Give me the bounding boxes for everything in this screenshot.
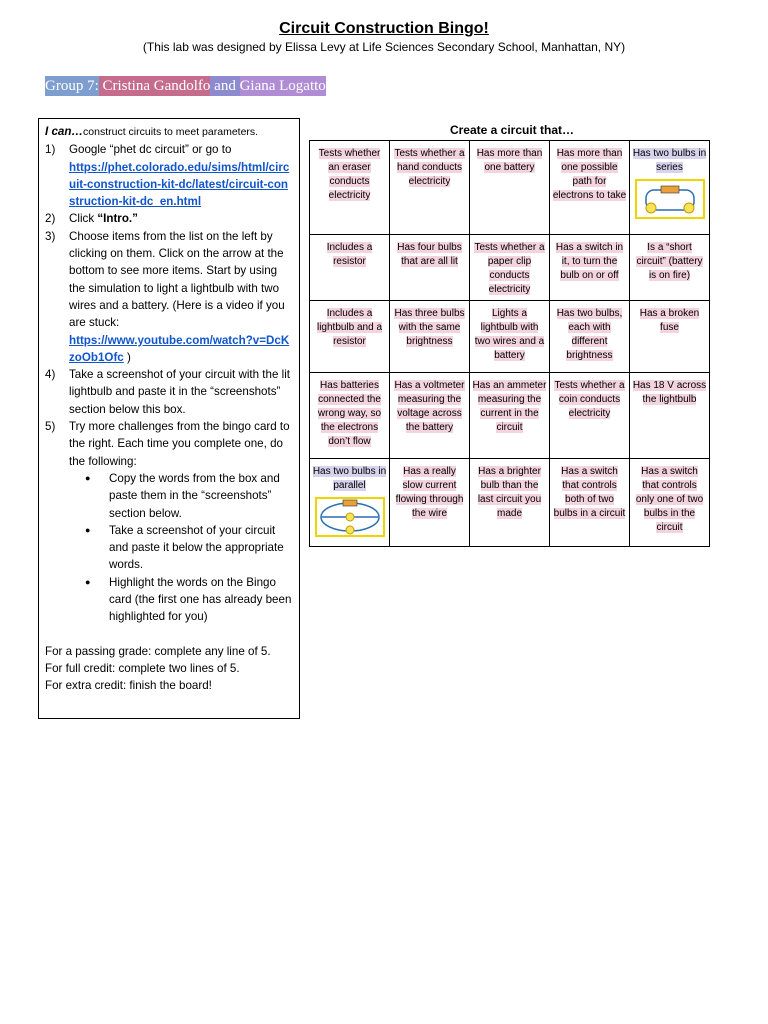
step-number: 4): [45, 368, 56, 382]
bingo-cell-text: Tests whether an eraser conducts electricity: [318, 148, 381, 201]
bingo-cell[interactable]: [630, 301, 710, 373]
bingo-cell-text: Has three bulbs with the same brightness: [394, 308, 465, 347]
bingo-cell-text: Has 18 V across the lightbulb: [632, 380, 707, 405]
step-5: [45, 418, 293, 470]
bingo-cell[interactable]: [550, 301, 630, 373]
bingo-cell-text: Has two bulbs, each with different brightness: [556, 308, 623, 361]
step-text: Choose items from the list on the left by clicking on them. Click on the arrow at the bottom to see more items. Start by using the simulation to light a lightbulb with two wires and a battery. (Here is a video if you are stuck:: [69, 229, 285, 330]
step-4: [45, 366, 293, 418]
bullet-item: ● Highlight the words on the Bingo card (the first one has already been highlighted for you): [85, 574, 293, 626]
ican-text: construct circuits to meet parameters.: [83, 126, 259, 138]
bullet-icon: ●: [85, 524, 91, 535]
bingo-cell-text: Has two bulbs in parallel: [312, 466, 387, 491]
page-subtitle: (This lab was designed by Elissa Levy at Life Sciences Secondary School, Manhattan, NY): [142, 40, 626, 54]
bingo-cell[interactable]: [310, 373, 390, 459]
youtube-link[interactable]: https://www.youtube.com/watch?v=DcKzoOb1Ofc: [69, 333, 290, 364]
grading-line: For a passing grade: complete any line of 5.: [45, 644, 271, 658]
step-text: Click: [69, 212, 98, 226]
step-number: 1): [45, 143, 56, 157]
bingo-cell-text: Has two bulbs in series: [632, 148, 707, 173]
bingo-cell-text: Includes a lightbulb and a resistor: [316, 308, 383, 347]
group-member-1: Cristina Gandolfo: [99, 76, 211, 96]
grading-line: For full credit: complete two lines of 5.: [45, 661, 240, 675]
step-2: [45, 210, 293, 227]
bingo-cell[interactable]: [550, 141, 630, 235]
group-member-2: Giana Logatto: [239, 78, 326, 94]
ican-line: [45, 123, 293, 141]
group-line: [45, 76, 326, 96]
bingo-cell[interactable]: [390, 235, 470, 301]
bingo-cell[interactable]: [550, 459, 630, 547]
step-3: [45, 228, 293, 366]
bingo-cell-text: Has a switch that controls only one of two bulbs in the circuit: [635, 466, 704, 533]
bingo-cell[interactable]: [470, 373, 550, 459]
bingo-cell-text: Has a broken fuse: [639, 308, 700, 333]
group-and: and: [210, 76, 239, 96]
bingo-cell[interactable]: [550, 235, 630, 301]
step-text: Google “phet dc circuit” or go to: [69, 143, 232, 157]
bingo-cell[interactable]: [470, 301, 550, 373]
page-title: Circuit Construction Bingo!: [279, 20, 489, 37]
bingo-cell[interactable]: [390, 459, 470, 547]
bingo-cell[interactable]: [630, 373, 710, 459]
bingo-cell[interactable]: [630, 459, 710, 547]
bingo-cell-text: Has a switch that controls both of two bulbs in a circuit: [553, 466, 626, 519]
bingo-card: [309, 140, 710, 547]
bingo-cell-text: Tests whether a hand conducts electricity: [394, 148, 465, 187]
bingo-cell-text: Has batteries connected the wrong way, so the electrons don’t flow: [317, 380, 382, 447]
instructions-box: [38, 118, 300, 719]
bingo-cell[interactable]: [470, 459, 550, 547]
bingo-cell-text: Tests whether a coin conducts electricity: [554, 380, 625, 419]
bingo-cell[interactable]: [310, 301, 390, 373]
bingo-cell[interactable]: [310, 235, 390, 301]
bingo-cell[interactable]: [630, 141, 710, 235]
bingo-row: [310, 141, 710, 235]
bingo-cell-text: Has a voltmeter measuring the voltage across the battery: [394, 380, 465, 433]
parallel-circuit-image: [315, 497, 385, 537]
bingo-cell[interactable]: [390, 141, 470, 235]
bingo-cell[interactable]: [390, 373, 470, 459]
bingo-row: [310, 459, 710, 547]
step-text-bold: “Intro.”: [97, 212, 138, 226]
step-text: Try more challenges from the bingo card to the right. Each time you complete one, do the following:: [69, 420, 290, 468]
bingo-title: Create a circuit that…: [449, 123, 575, 137]
step-number: 3): [45, 229, 56, 243]
bullet-icon: ●: [85, 472, 91, 483]
bingo-cell[interactable]: [470, 141, 550, 235]
bingo-cell-text: Has a really slow current flowing through the wire: [395, 466, 464, 519]
step-1: [45, 141, 293, 210]
bingo-cell-text: Lights a lightbulb with two wires and a battery: [474, 308, 545, 361]
bingo-cell[interactable]: [310, 459, 390, 547]
bingo-cell[interactable]: [630, 235, 710, 301]
bingo-cell-text: Is a “short circuit” (battery is on fire): [636, 242, 703, 281]
bingo-cell-text: Has more than one possible path for electrons to take: [552, 148, 627, 201]
step-text: Take a screenshot of your circuit with the lit lightbulb and paste it in the “screenshots” section below this box.: [69, 368, 291, 416]
bullet-icon: ●: [85, 576, 91, 587]
bingo-cell-text: Tests whether a paper clip conducts electricity: [474, 242, 545, 295]
ican-label: I can…: [45, 125, 84, 138]
grading-section: [45, 643, 293, 695]
bingo-cell[interactable]: [470, 235, 550, 301]
series-circuit-image: [635, 179, 705, 219]
step-number: 5): [45, 420, 56, 434]
bingo-row: [310, 301, 710, 373]
bingo-cell[interactable]: [310, 141, 390, 235]
bingo-cell-text: Includes a resistor: [326, 242, 373, 267]
bingo-cell[interactable]: [390, 301, 470, 373]
bingo-cell-text: Has a brighter bulb than the last circuit you made: [477, 466, 542, 519]
step-text-after: ): [123, 350, 131, 364]
phet-link[interactable]: https://phet.colorado.edu/sims/html/circuit-construction-kit-dc/latest/circuit-construction-kit-dc_en.html: [69, 160, 290, 209]
bingo-cell-text: Has a switch in it, to turn the bulb on or off: [555, 242, 624, 281]
bingo-row: [310, 235, 710, 301]
bingo-cell-text: Has more than one battery: [476, 148, 543, 173]
step-number: 2): [45, 212, 56, 226]
bingo-cell-text: Has four bulbs that are all lit: [397, 242, 462, 267]
bingo-row: [310, 373, 710, 459]
bingo-cell-text: Has an ammeter measuring the current in the circuit: [472, 380, 547, 433]
bullet-item: ● Copy the words from the box and paste them in the “screenshots” section below.: [85, 470, 293, 522]
grading-line: For extra credit: finish the board!: [45, 679, 212, 693]
bullet-item: ● Take a screenshot of your circuit and paste it below the appropriate words.: [85, 522, 293, 574]
group-label: Group 7:: [45, 78, 99, 94]
bingo-cell[interactable]: [550, 373, 630, 459]
